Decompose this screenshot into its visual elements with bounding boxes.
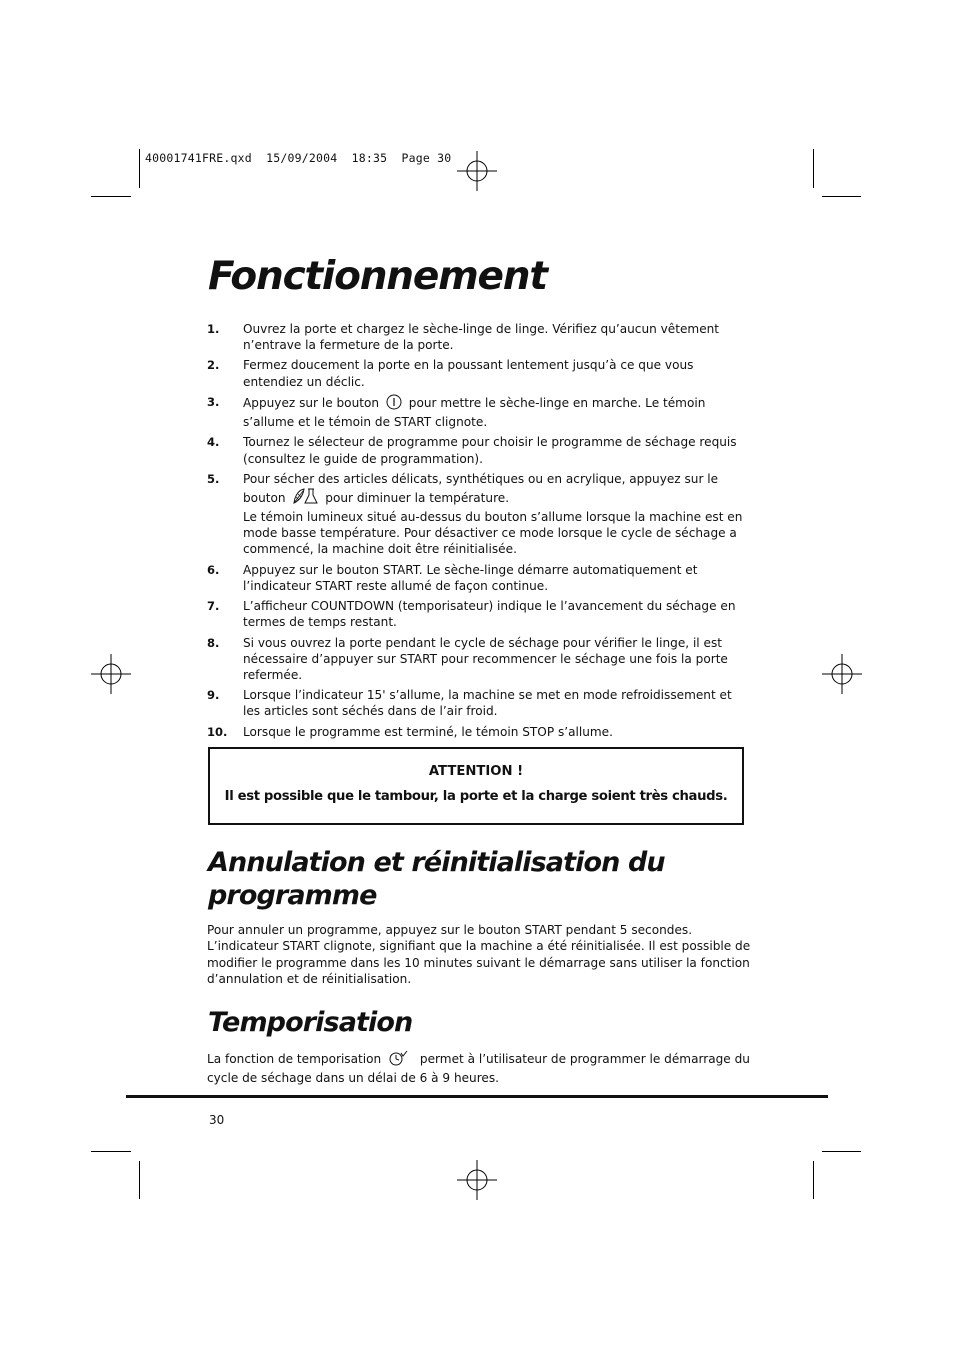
step-text-before-icon: bouton xyxy=(243,491,286,506)
crop-mark xyxy=(91,1151,131,1152)
crop-mark xyxy=(139,1161,140,1199)
registration-mark-icon xyxy=(822,654,862,694)
step-number: 10. xyxy=(207,724,228,739)
step-text: Fermez doucement la porte en la poussant lentement jusqu’à ce que vous entendiez un déclic. xyxy=(243,358,694,389)
step-text-after-icon: pour diminuer la température. xyxy=(325,491,510,506)
page-title: Fonctionnement xyxy=(208,254,547,299)
list-item xyxy=(207,635,749,683)
attention-body: Il est possible que le tambour, la porte et la charge soient très chauds. xyxy=(224,789,728,804)
steps-list xyxy=(207,321,749,744)
low-temperature-icon xyxy=(292,487,318,509)
page-number: 30 xyxy=(209,1113,225,1127)
step-text: L’afficheur COUNTDOWN (temporisateur) indique le l’avancement du séchage en termes de temps restant. xyxy=(243,599,736,630)
registration-mark-icon xyxy=(91,654,131,694)
step-number: 4. xyxy=(207,435,220,450)
list-item xyxy=(207,434,749,466)
step-number: 8. xyxy=(207,635,220,650)
step-text: Si vous ouvrez la porte pendant le cycle de séchage pour vérifier le linge, il est nécessaire d’appuyer sur START pour recommencer le séchage une fois la porte refermée. xyxy=(243,635,728,682)
step-number: 2. xyxy=(207,358,220,373)
registration-mark-icon xyxy=(457,151,497,191)
step-number: 7. xyxy=(207,599,220,614)
body-text-after-icon: permet à l’utilisateur de programmer le démarrage du cycle de séchage dans un délai de 6 à 9 heures. xyxy=(207,1052,750,1086)
step-text xyxy=(243,394,749,430)
step-text: Lorsque le programme est terminé, le témoin STOP s’allume. xyxy=(243,724,613,739)
attention-box xyxy=(208,747,744,825)
step-text-more: Le témoin lumineux situé au-dessus du bouton s’allume lorsque la machine est en mode basse température. Pour désactiver ce mode lorsque le cycle de séchage a commencé, la machine doit être réinitialisée. xyxy=(243,510,743,557)
list-item xyxy=(207,724,749,740)
crop-mark xyxy=(813,1161,814,1199)
step-number: 5. xyxy=(207,471,220,486)
crop-mark xyxy=(813,149,814,188)
list-item xyxy=(207,394,749,430)
step-text-line: Pour sécher des articles délicats, synthétiques ou en acrylique, appuyez sur le xyxy=(243,471,719,486)
step-number: 1. xyxy=(207,322,220,336)
step-text: Ouvrez la porte et chargez le sèche-linge de linge. Vérifiez qu’aucun vêtement n’entrave la fermeture de la porte. xyxy=(243,322,720,353)
crop-mark xyxy=(822,1151,861,1152)
step-number: 9. xyxy=(207,688,220,703)
delay-timer-icon xyxy=(388,1050,408,1070)
crop-mark xyxy=(139,149,140,188)
step-text xyxy=(243,471,749,557)
step-number: 6. xyxy=(207,562,220,577)
step-text-before-icon: Appuyez sur le bouton xyxy=(243,395,380,410)
crop-mark xyxy=(822,196,861,197)
step-text-after-icon: pour mettre le sèche-linge en marche. Le témoin s’allume et le témoin de START clignote. xyxy=(243,395,706,430)
section-body-temporisation xyxy=(207,1050,752,1087)
crop-mark xyxy=(91,196,131,197)
file-slug: 40001741FRE.qxd 15/09/2004 18:35 Page 30 xyxy=(145,151,452,165)
section-body-annulation: Pour annuler un programme, appuyez sur le bouton START pendant 5 secondes. L’indicateur START clignote, signifiant que la machine a été réinitialisée. Il est possible de modifier le programme dans les 10 minutes suivant le démarrage sans utiliser la fonction d’annulation et de réinitialisation. xyxy=(207,923,751,987)
attention-heading: ATTENTION ! xyxy=(428,764,524,779)
power-button-icon xyxy=(386,394,402,414)
step-number: 3. xyxy=(207,394,220,409)
list-item xyxy=(207,562,749,594)
registration-mark-icon xyxy=(457,1160,497,1200)
section-heading-temporisation: Temporisation xyxy=(208,1007,413,1038)
list-item xyxy=(207,357,749,389)
step-text: Lorsque l’indicateur 15' s’allume, la machine se met en mode refroidissement et les articles sont séchés dans de l’air froid. xyxy=(243,688,732,719)
body-text-before-icon: La fonction de temporisation xyxy=(207,1052,382,1066)
list-item xyxy=(207,321,749,353)
footer-rule xyxy=(126,1095,828,1098)
step-text: Tournez le sélecteur de programme pour choisir le programme de séchage requis (consultez le guide de programmation). xyxy=(243,435,737,466)
section-heading-annulation: Annulation et réinitialisation du programme xyxy=(208,847,665,911)
list-item xyxy=(207,598,749,630)
step-text: Appuyez sur le bouton START. Le sèche-linge démarre automatiquement et l’indicateur START reste allumé de façon continue. xyxy=(243,562,698,593)
list-item xyxy=(207,687,749,719)
list-item xyxy=(207,471,749,557)
